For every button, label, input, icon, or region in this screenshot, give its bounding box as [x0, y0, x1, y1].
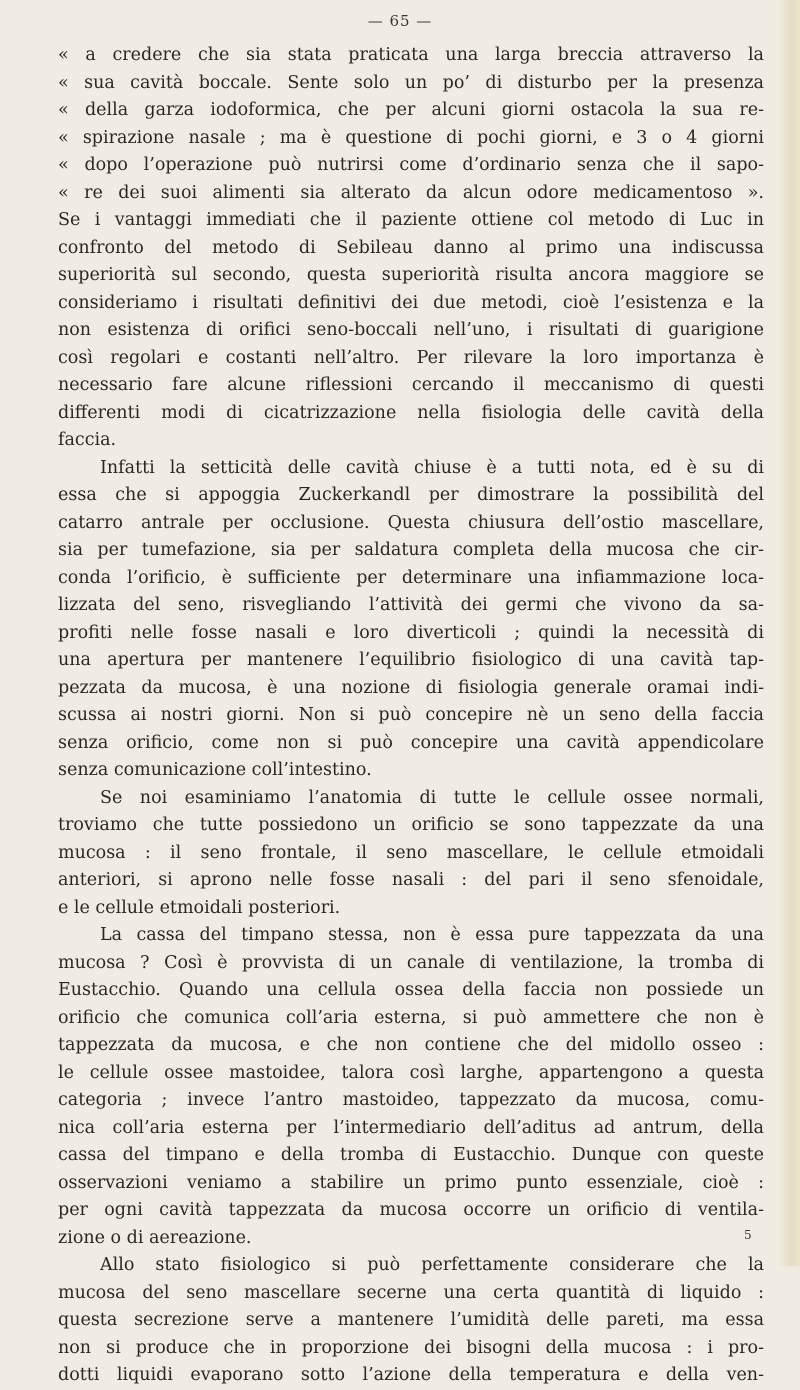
text-line: Eustacchio. Quando una cellula ossea della faccia non possiede un — [58, 980, 764, 1000]
text-line: troviamo che tutte possiedono un orificio se sono tappezzate da una — [58, 815, 764, 835]
text-line: non esistenza di orifici seno-boccali nell’uno, i risultati di guarigione — [58, 320, 764, 340]
text-line: « della garza iodoformica, che per alcuni giorni ostacola la sua re- — [58, 100, 764, 120]
text-line: consideriamo i risultati definitivi dei due metodi, cioè l’esistenza e la — [58, 292, 764, 313]
text-line: dotti liquidi evaporano sotto l’azione della temperatura e della ven- — [58, 1365, 764, 1385]
text-line: orificio che comunica coll’aria esterna, si può ammettere che non è — [58, 1007, 764, 1028]
text-line: superiorità sul secondo, questa superiorità risulta ancora maggiore se — [58, 265, 764, 285]
text-line: scussa ai nostri giorni. Non si può concepire nè un seno della faccia — [58, 705, 764, 725]
text-line: differenti modi di cicatrizzazione nella fisiologia delle cavità della — [58, 402, 764, 423]
text-line: una apertura per mantenere l’equilibrio fisiologico di una cavità tap- — [58, 650, 764, 670]
text-line: « re dei suoi alimenti sia alterato da alcun odore medicamentoso ». — [58, 182, 764, 203]
text-line: questa secrezione serve a mantenere l’umidità delle pareti, ma essa — [58, 1310, 764, 1330]
text-line: catarro antrale per occlusione. Questa chiusura dell’ostio mascellare, — [58, 512, 764, 533]
signature-mark: 5 — [744, 1228, 752, 1242]
text-line: nica coll’aria esterna per l’intermediario dell’aditus ad antrum, della — [58, 1117, 764, 1138]
text-line: Se i vantaggi immediati che il paziente ottiene col metodo di Luc in — [58, 210, 764, 230]
text-line: categoria ; invece l’antro mastoideo, tappezzato da mucosa, comu- — [58, 1090, 764, 1110]
body-text — [58, 42, 764, 1390]
text-line: Se noi esaminiamo l’anatomia di tutte le cellule ossee normali, — [100, 787, 764, 808]
text-line: tappezzata da mucosa, e che non contiene che del midollo osseo : — [58, 1035, 764, 1055]
text-line: Infatti la setticità delle cavità chiuse è a tutti nota, ed è su di — [100, 457, 764, 478]
text-line: conda l’orificio, è sufficiente per determinare una infiammazione loca- — [58, 567, 764, 588]
text-line: essa che si appoggia Zuckerkandl per dimostrare la possibilità del — [58, 485, 764, 505]
text-line: « a credere che sia stata praticata una larga breccia attraverso la — [58, 45, 764, 65]
text-line: Allo stato fisiologico si può perfettamente considerare che la — [100, 1255, 764, 1275]
text-line: faccia. — [58, 430, 117, 450]
text-line: profiti nelle fosse nasali e loro diverticoli ; quindi la necessità di — [58, 622, 764, 643]
text-line: zione o di aereazione. — [58, 1227, 252, 1248]
text-line: senza comunicazione coll’intestino. — [58, 760, 372, 780]
text-line: e le cellule etmoidali posteriori. — [58, 897, 341, 918]
text-line: confronto del metodo di Sebileau danno al primo una indiscussa — [58, 237, 764, 258]
text-line: senza orificio, come non si può concepire una cavità appendicolare — [58, 732, 764, 753]
text-line: sia per tumefazione, sia per saldatura completa della mucosa che cir- — [58, 540, 764, 560]
text-line: mucosa ? Così è provvista di un canale di ventilazione, la tromba di — [58, 952, 764, 973]
text-line: mucosa del seno mascellare secerne una certa quantità di liquido : — [58, 1282, 764, 1303]
text-line: pezzata da mucosa, è una nozione di fisiologia generale oramai indi- — [58, 677, 764, 698]
text-line: non si produce che in proporzione dei bisogni della mucosa : i pro- — [58, 1337, 764, 1358]
text-line: così regolari e costanti nell’altro. Per rilevare la loro importanza è — [58, 347, 764, 368]
text-line: « spirazione nasale ; ma è questione di pochi giorni, e 3 o 4 giorni — [58, 127, 764, 148]
page-number: — 65 — — [367, 12, 433, 30]
text-line: cassa del timpano e della tromba di Eustacchio. Dunque con queste — [58, 1145, 764, 1165]
text-line: osservazioni veniamo a stabilire un primo punto essenziale, cioè : — [58, 1172, 764, 1193]
text-line: necessario fare alcune riflessioni cercando il meccanismo di questi — [58, 375, 764, 395]
text-line: per ogni cavità tappezzata da mucosa occorre un orificio di ventila- — [58, 1200, 764, 1220]
text-line: « dopo l’operazione può nutrirsi come d’ordinario senza che il sapo- — [58, 155, 764, 175]
text-line: mucosa : il seno frontale, il seno mascellare, le cellule etmoidali — [58, 842, 764, 863]
page-edge-shadow — [778, 0, 800, 1266]
text-line: La cassa del timpano stessa, non è essa pure tappezzata da una — [100, 925, 764, 945]
text-line: « sua cavità boccale. Sente solo un po’ di disturbo per la presenza — [58, 72, 764, 93]
text-line: anteriori, si aprono nelle fosse nasali : del pari il seno sfenoidale, — [58, 870, 764, 890]
text-line: le cellule ossee mastoidee, talora così larghe, appartengono a questa — [58, 1062, 764, 1083]
text-line: lizzata del seno, risvegliando l’attività dei germi che vivono da sa- — [58, 595, 764, 615]
